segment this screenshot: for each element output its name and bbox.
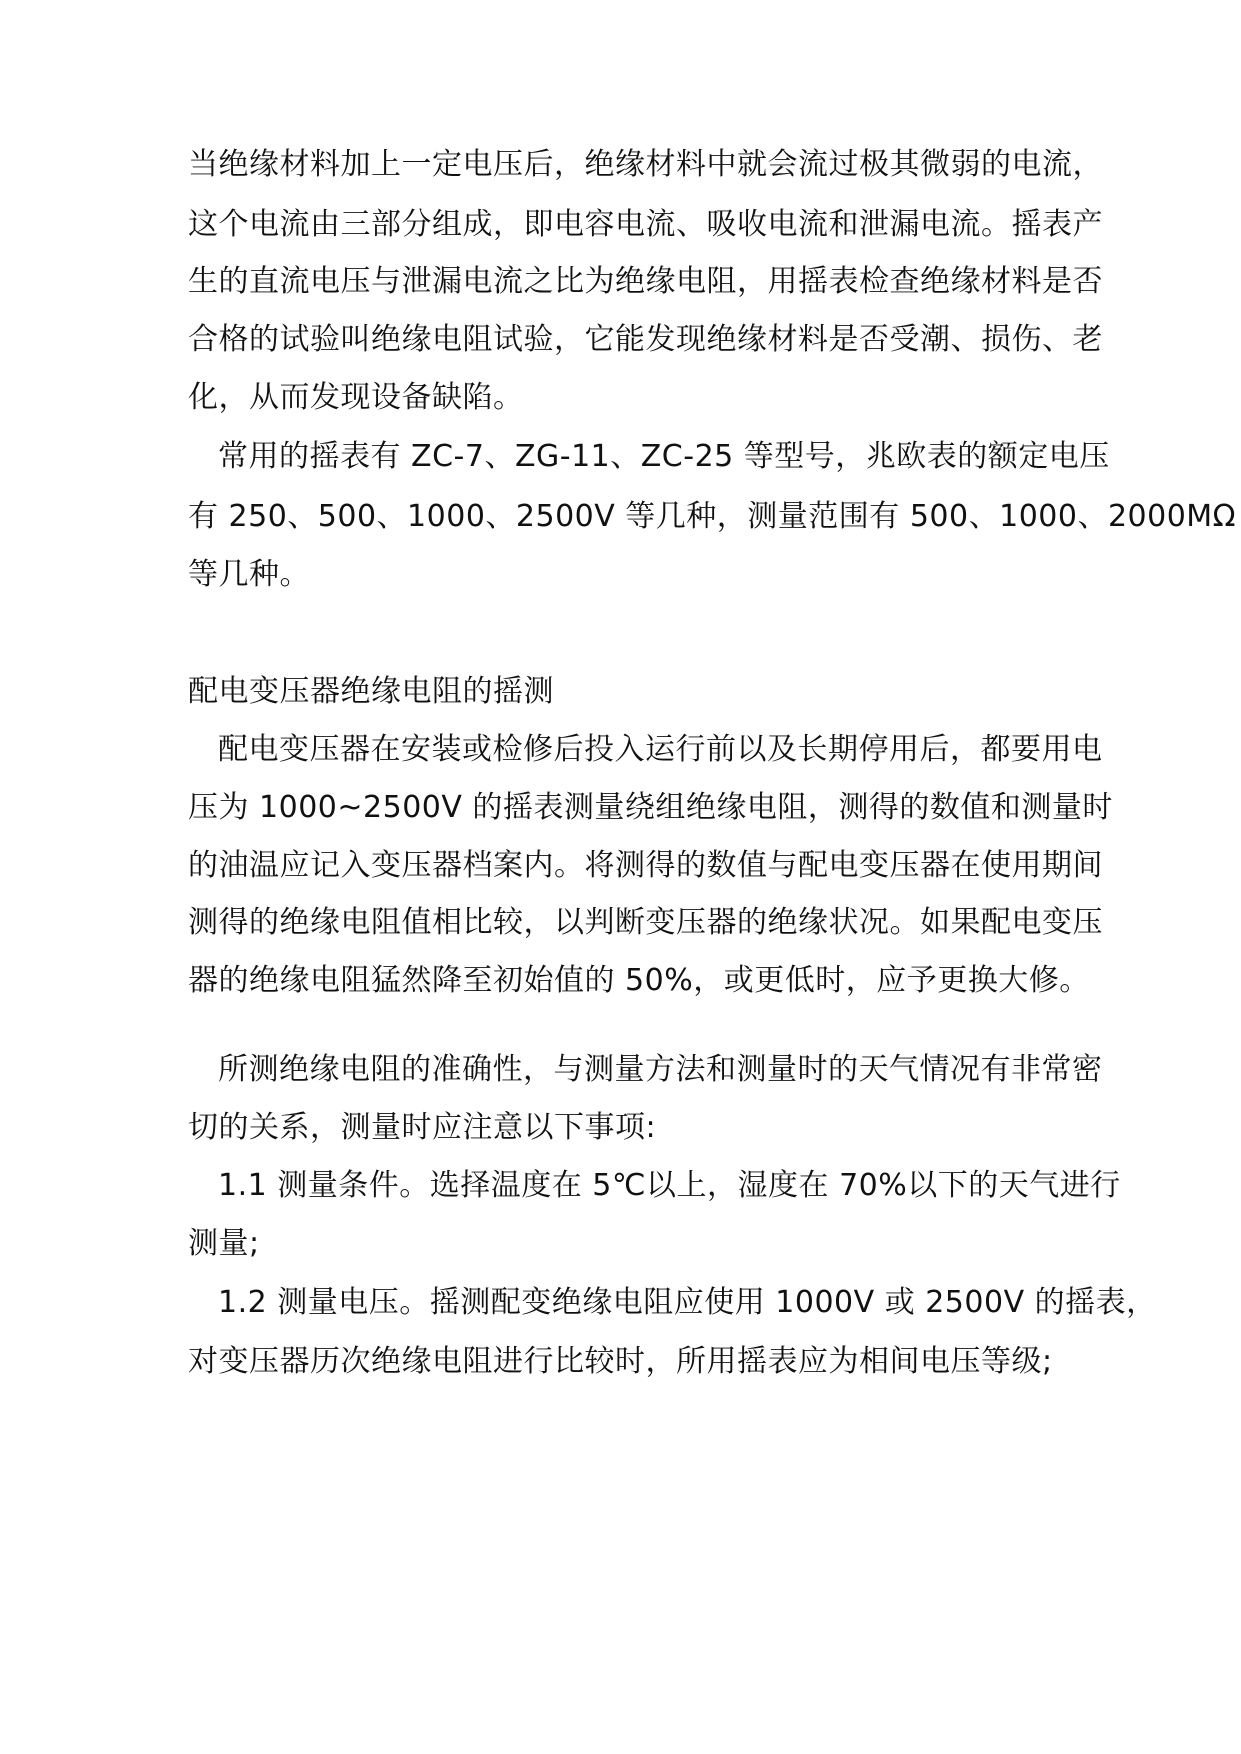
text-line: 切的关系，测量时应注意以下事项: [188,1110,657,1145]
text-line: 1.2 测量电压。摇测配变绝缘电阻应使用 1000V 或 2500V 的摇表， [218,1285,1157,1320]
text-line: 当绝缘材料加上一定电压后，绝缘材料中就会流过极其微弱的电流， [188,147,1103,182]
text-line: 1.1 测量条件。选择温度在 5℃以上，湿度在 70%以下的天气进行 [218,1168,1121,1203]
text-line: 合格的试验叫绝缘电阻试验，它能发现绝缘材料是否受潮、损伤、老 [188,322,1103,357]
text-line: 器的绝缘电阻猛然降至初始值的 50%，或更低时，应予更换大修。 [188,963,1090,998]
text-line: 这个电流由三部分组成，即电容电流、吸收电流和泄漏电流。摇表产 [188,207,1103,242]
text-line: 常用的摇表有 ZC-7、ZG-11、ZC-25 等型号，兆欧表的额定电压 [218,439,1110,474]
text-line: 化，从而发现设备缺陷。 [188,380,524,415]
text-line: 所测绝缘电阻的准确性，与测量方法和测量时的天气情况有非常密 [218,1052,1103,1087]
text-line: 配电变压器在安装或检修后投入运行前以及长期停用后，都要用电 [218,732,1103,767]
text-line: 等几种。 [188,557,310,592]
text-line: 压为 1000~2500V 的摇表测量绕组绝缘电阻，测得的数值和测量时 [188,790,1113,825]
text-line: 测量; [188,1226,260,1261]
text-line: 对变压器历次绝缘电阻进行比较时，所用摇表应为相间电压等级; [188,1344,1053,1379]
text-line: 生的直流电压与泄漏电流之比为绝缘电阻，用摇表检查绝缘材料是否 [188,264,1103,299]
text-line: 有 250、500、1000、2500V 等几种，测量范围有 500、1000、2000MΩ [188,499,1237,534]
text-line: 的油温应记入变压器档案内。将测得的数值与配电变压器在使用期间 [188,848,1103,883]
text-line: 测得的绝缘电阻值相比较，以判断变压器的绝缘状况。如果配电变压 [188,905,1103,940]
section-heading: 配电变压器绝缘电阻的摇测 [188,674,554,709]
